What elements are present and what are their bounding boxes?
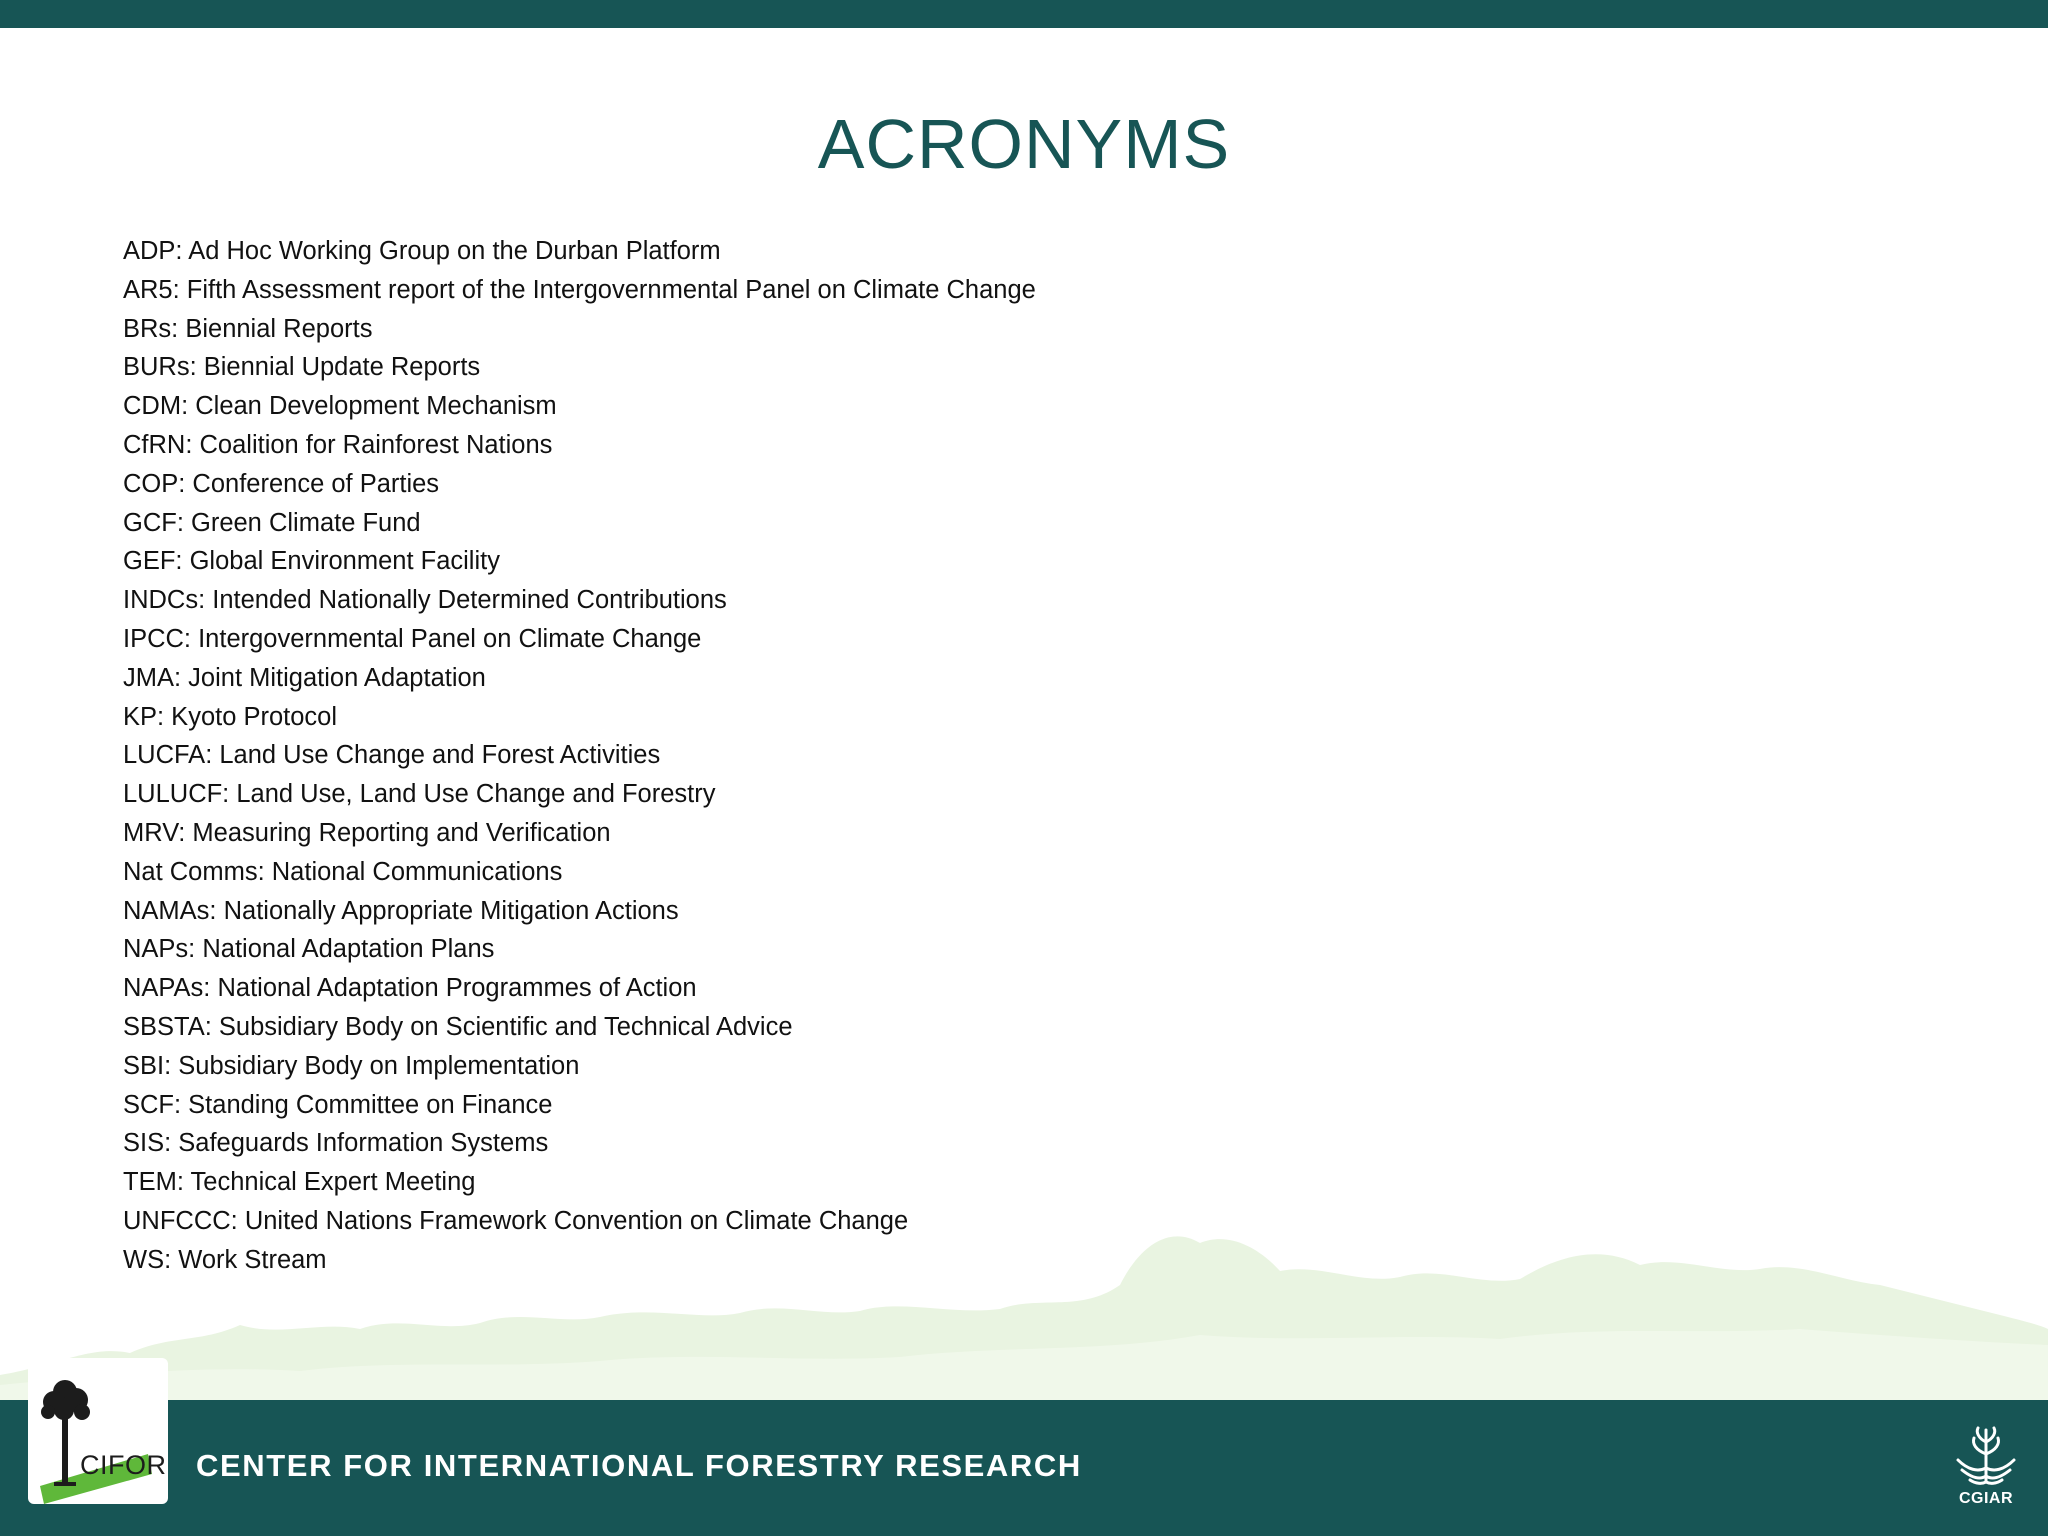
acronym-item: ADP: Ad Hoc Working Group on the Durban Platform (123, 237, 721, 265)
acronym-item: KP: Kyoto Protocol (123, 702, 338, 731)
acronym-item: GCF: Green Climate Fund (123, 508, 421, 537)
acronym-item: Nat Comms: National Communications (123, 857, 563, 886)
cifor-tree-icon (28, 1358, 168, 1504)
acronym-item: IPCC: Intergovernmental Panel on Climate Change (123, 624, 702, 653)
organization-name: CENTER FOR INTERNATIONAL FORESTRY RESEARCH (196, 1448, 1082, 1483)
acronym-item: TEM: Technical Expert Meeting (123, 1168, 476, 1197)
top-accent-bar (0, 0, 2048, 28)
forest-silhouette (0, 1225, 2048, 1401)
acronym-item: SBSTA: Subsidiary Body on Scientific and Technical Advice (123, 1012, 793, 1041)
acronym-item: AR5: Fifth Assessment report of the Intergovernmental Panel on Climate Change (123, 275, 1036, 304)
acronym-item: SIS: Safeguards Information Systems (123, 1129, 549, 1158)
slide-title: ACRONYMS (817, 105, 1231, 183)
cifor-logo-text: CIFOR (80, 1450, 167, 1480)
acronym-item: MRV: Measuring Reporting and Verification (123, 818, 611, 847)
acronym-item: SCF: Standing Committee on Finance (123, 1090, 553, 1119)
acronym-item: COP: Conference of Parties (123, 469, 440, 498)
acronym-item: CfRN: Coalition for Rainforest Nations (123, 430, 553, 459)
acronym-item: NAMAs: Nationally Appropriate Mitigation Actions (123, 896, 679, 925)
acronym-item: NAPAs: National Adaptation Programmes of Action (123, 974, 697, 1003)
cgiar-logo (1948, 1424, 2024, 1512)
cgiar-logo-text: CGIAR (1958, 1490, 2014, 1507)
acronym-item: BRs: Biennial Reports (123, 314, 373, 343)
acronym-item: LUCFA: Land Use Change and Forest Activities (123, 741, 661, 770)
acronym-item: GEF: Global Environment Facility (123, 547, 500, 576)
acronym-item: NAPs: National Adaptation Plans (123, 935, 495, 964)
cifor-logo (28, 1358, 168, 1504)
acronym-item: UNFCCC: United Nations Framework Convention on Climate Change (123, 1206, 909, 1235)
acronym-item: WS: Work Stream (123, 1245, 327, 1274)
acronym-item: CDM: Clean Development Mechanism (123, 392, 557, 421)
acronym-item: INDCs: Intended Nationally Determined Contributions (123, 586, 727, 615)
acronym-list (123, 232, 1036, 1280)
acronym-item: LULUCF: Land Use, Land Use Change and Forestry (123, 780, 716, 809)
acronym-item: SBI: Subsidiary Body on Implementation (123, 1051, 580, 1080)
acronym-item: JMA: Joint Mitigation Adaptation (123, 663, 486, 692)
cgiar-wheat-icon (1948, 1424, 2024, 1490)
acronym-item: BURs: Biennial Update Reports (123, 353, 481, 382)
